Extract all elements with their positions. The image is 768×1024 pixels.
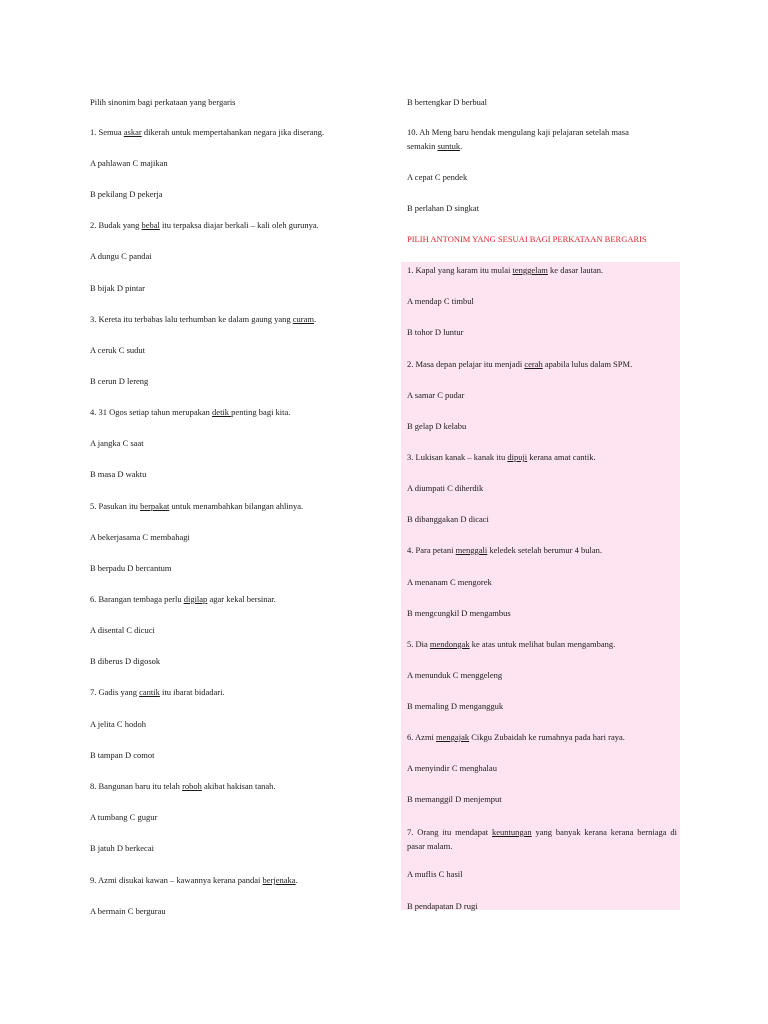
antonym-heading: PILIH ANTONIM YANG SESUAI BAGI PERKATAAN BERGARIS: [407, 234, 647, 244]
underlined-word: cerah: [524, 359, 543, 369]
answer-options: A bekerjasama C membahagi: [90, 532, 190, 542]
underlined-word: menggali: [455, 545, 488, 555]
answer-options: B tampan D comot: [90, 750, 155, 760]
answer-options: B perlahan D singkat: [407, 203, 479, 213]
underlined-word: bebal: [141, 220, 160, 230]
underlined-word: roboh: [182, 781, 202, 791]
answer-options: A bermain C bergurau: [90, 906, 166, 916]
answer-options: B jatuh D berkecai: [90, 843, 154, 853]
answer-options: B bijak D pintar: [90, 283, 146, 293]
synonym-heading: Pilih sinonim bagi perkataan yang bergaris: [90, 97, 236, 107]
question-stem: 7. Orang itu mendapat keuntungan yang banyak kerana kerana berniaga di pasar malam.: [407, 827, 677, 851]
answer-options: A cepat C pendek: [407, 172, 468, 182]
underlined-word: askar: [123, 127, 142, 137]
answer-options: A mendap C timbul: [407, 296, 474, 306]
answer-options: A samar C pudar: [407, 390, 465, 400]
underlined-word: berjenaka: [262, 875, 296, 885]
question-stem: 6. Barangan tembaga perlu digilap agar kekal bersinar.: [90, 594, 276, 604]
answer-options: A tumbang C gugur: [90, 812, 158, 822]
question-stem: 4. Para petani menggali keledek setelah berumur 4 bulan.: [407, 545, 602, 555]
underlined-word: mengajak: [436, 732, 470, 742]
underlined-word: berpakat: [140, 501, 170, 511]
answer-options: A diumpati C diherdik: [407, 483, 484, 493]
answer-options: A menanam C mengorek: [407, 577, 492, 587]
underlined-word: curam: [292, 314, 314, 324]
question-stem: 5. Dia mendongak ke atas untuk melihat bulan mengambang.: [407, 639, 616, 649]
answer-options: B pendapatan D rugi: [407, 901, 478, 911]
question-stem: 4. 31 Ogos setiap tahun merupakan detik penting bagi kita.: [90, 407, 291, 417]
answer-options: A pahlawan C majikan: [90, 158, 168, 168]
underlined-word: detik: [212, 407, 232, 417]
question-stem: 2. Budak yang bebal itu terpaksa diajar berkali – kali oleh gurunya.: [90, 220, 319, 230]
answer-options: A menyindir C menghalau: [407, 763, 497, 773]
answer-options: B mengcungkil D mengambus: [407, 608, 511, 618]
question-stem: 3. Lukisan kanak – kanak itu dipuji kerana amat cantik.: [407, 452, 596, 462]
question-stem-continued: semakin suntuk.: [407, 141, 463, 151]
answer-options: B cerun D lereng: [90, 376, 149, 386]
answer-options: A menunduk C menggeleng: [407, 670, 503, 680]
answer-options: A jelita C hodoh: [90, 719, 146, 729]
underlined-word: tenggelam: [512, 265, 548, 275]
answer-options: B bertengkar D berbual: [407, 97, 488, 107]
underlined-word: keuntungan: [492, 827, 532, 837]
answer-options: A jangka C saat: [90, 438, 144, 448]
underlined-word: suntuk: [437, 141, 461, 151]
question-stem: 6. Azmi mengajak Cikgu Zubaidah ke rumahnya pada hari raya.: [407, 732, 625, 742]
answer-options: A disental C dicuci: [90, 625, 155, 635]
question-stem: 1. Kapal yang karam itu mulai tenggelam ke dasar lautan.: [407, 265, 604, 275]
question-stem: 8. Bangunan baru itu telah roboh akibat hakisan tanah.: [90, 781, 276, 791]
underlined-word: dipuji: [507, 452, 528, 462]
question-stem: 1. Semua askar dikerah untuk mempertahankan negara jika diserang.: [90, 127, 325, 137]
answer-options: B pekilang D pekerja: [90, 189, 163, 199]
answer-options: A ceruk C sudut: [90, 345, 146, 355]
question-stem: 7. Gadis yang cantik itu ibarat bidadari.: [90, 687, 225, 697]
question-stem: 10. Ah Meng baru hendak mengulang kaji pelajaran setelah masa: [407, 127, 629, 137]
answer-options: B diberus D digosok: [90, 656, 161, 666]
answer-options: A dungu C pandai: [90, 251, 152, 261]
answer-options: B masa D waktu: [90, 469, 147, 479]
question-stem: 9. Azmi disukai kawan – kawannya kerana pandai berjenaka.: [90, 875, 298, 885]
answer-options: B dibanggakan D dicaci: [407, 514, 489, 524]
answer-options: B gelap D kelabu: [407, 421, 467, 431]
answer-options: B memanggil D menjemput: [407, 794, 502, 804]
answer-options: B tohor D luntur: [407, 327, 464, 337]
question-stem: 5. Pasukan itu berpakat untuk menambahkan bilangan ahlinya.: [90, 501, 304, 511]
answer-options: A muflis C hasil: [407, 869, 463, 879]
underlined-word: mendongak: [429, 639, 470, 649]
underlined-word: cantik: [139, 687, 160, 697]
answer-options: B memaling D mengangguk: [407, 701, 504, 711]
answer-options: B berpadu D bercantum: [90, 563, 172, 573]
underlined-word: digilap: [183, 594, 208, 604]
question-stem: 2. Masa depan pelajar itu menjadi cerah apabila lulus dalam SPM.: [407, 359, 633, 369]
question-stem: 3. Kereta itu terbabas lalu terhumban ke dalam gaung yang curam.: [90, 314, 317, 324]
